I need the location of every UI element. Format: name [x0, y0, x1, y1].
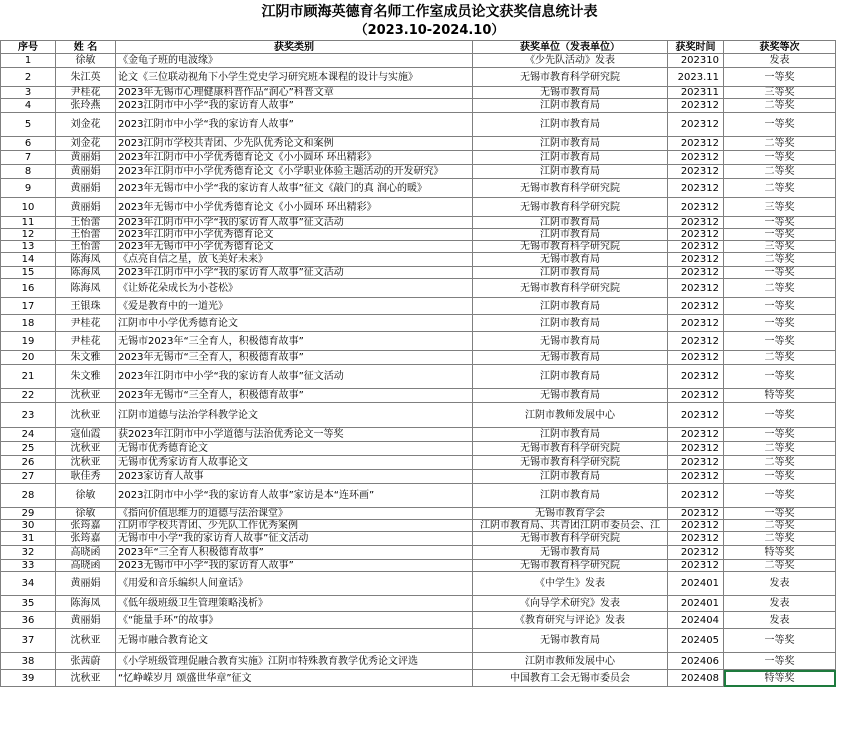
seq-cell[interactable]: 29 — [1, 508, 56, 520]
level-cell[interactable]: 一等奖 — [724, 68, 836, 87]
level-cell[interactable]: 一等奖 — [724, 113, 836, 137]
table-row — [1, 113, 836, 137]
level-cell[interactable]: 一等奖 — [724, 151, 836, 165]
level-cell[interactable]: 一等奖 — [724, 484, 836, 508]
unit-cell[interactable]: 江阴市教育局、共青团江阴市委员会、江 — [473, 520, 668, 532]
unit-cell[interactable]: 无锡市教育局 — [473, 546, 668, 560]
name-cell[interactable]: 陈海凤 — [56, 267, 116, 279]
time-cell[interactable]: 202312 — [668, 217, 724, 229]
level-cell[interactable]: 二等奖 — [724, 137, 836, 151]
seq-cell[interactable]: 15 — [1, 267, 56, 279]
level-cell[interactable]: 一等奖 — [724, 315, 836, 332]
category-cell[interactable]: 江阴市学校共青团、少先队工作优秀案例 — [116, 520, 473, 532]
header-level[interactable]: 获奖等次 — [724, 41, 836, 54]
unit-cell[interactable]: 无锡市教育局 — [473, 253, 668, 267]
seq-cell[interactable]: 28 — [1, 484, 56, 508]
name-cell[interactable]: 张筠嘉 — [56, 532, 116, 546]
category-cell[interactable]: 论文《三位联动视角下小学生党史学习研究班本课程的设计与实施》 — [116, 68, 473, 87]
time-cell[interactable]: 202312 — [668, 456, 724, 470]
name-cell[interactable]: 王怡蕾 — [56, 229, 116, 241]
name-cell[interactable]: 王银珠 — [56, 298, 116, 315]
table-row — [1, 508, 836, 520]
category-cell[interactable]: 2023年无锡市“三全育人，积极德育故事” — [116, 389, 473, 403]
category-cell[interactable]: 2023无锡市中小学“我的家访育人故事” — [116, 560, 473, 572]
category-cell[interactable]: 无锡市中小学“我的家访育人故事”征文活动 — [116, 532, 473, 546]
name-cell[interactable]: 朱文雅 — [56, 365, 116, 389]
seq-cell[interactable]: 37 — [1, 629, 56, 653]
name-cell[interactable]: 高晓函 — [56, 560, 116, 572]
category-cell[interactable]: 2023家访育人故事 — [116, 470, 473, 484]
category-cell[interactable]: 2023年江阴市中小学“我的家访育人故事”征文活动 — [116, 217, 473, 229]
level-cell[interactable]: 二等奖 — [724, 351, 836, 365]
category-cell[interactable]: 无锡市优秀德育论文 — [116, 442, 473, 456]
name-cell[interactable]: 陈海凤 — [56, 279, 116, 298]
sheet-title: 江阴市顾海英德育名师工作室成员论文获奖信息统计表 — [261, 4, 598, 20]
category-cell[interactable]: 2023年无锡市中小学“我的家访育人故事”征文《敲门的真 润心的暖》 — [116, 179, 473, 198]
seq-cell[interactable]: 1 — [1, 54, 56, 68]
seq-cell[interactable]: 19 — [1, 332, 56, 351]
time-cell[interactable]: 202312 — [668, 241, 724, 253]
level-cell[interactable]: 三等奖 — [724, 241, 836, 253]
category-cell[interactable]: 2023江阴市中小学“我的家访育人故事” — [116, 99, 473, 113]
name-cell[interactable]: 耿佳秀 — [56, 470, 116, 484]
time-cell[interactable]: 202312 — [668, 113, 724, 137]
time-cell[interactable]: 202311 — [668, 87, 724, 99]
unit-cell[interactable]: 江阴市教育局 — [473, 217, 668, 229]
table-row — [1, 315, 836, 332]
unit-cell[interactable]: 中国教育工会无锡市委员会 — [473, 670, 668, 687]
table-row — [1, 596, 836, 612]
name-cell[interactable]: 沈秋亚 — [56, 442, 116, 456]
unit-cell[interactable]: 江阴市教育局 — [473, 151, 668, 165]
unit-cell[interactable]: 无锡市教育局 — [473, 389, 668, 403]
seq-cell[interactable]: 3 — [1, 87, 56, 99]
category-cell[interactable]: “忆峥嵘岁月 颂盛世华章”征文 — [116, 670, 473, 687]
table-row — [1, 546, 836, 560]
seq-cell[interactable]: 9 — [1, 179, 56, 198]
time-cell[interactable]: 202401 — [668, 596, 724, 612]
time-cell[interactable]: 202408 — [668, 670, 724, 687]
unit-cell[interactable]: 江阴市教育局 — [473, 365, 668, 389]
unit-cell[interactable]: 无锡市教育局 — [473, 351, 668, 365]
table-row — [1, 253, 836, 267]
level-cell[interactable]: 二等奖 — [724, 165, 836, 179]
table-row — [1, 351, 836, 365]
level-cell[interactable]: 一等奖 — [724, 298, 836, 315]
unit-cell[interactable]: 无锡市教育科学研究院 — [473, 179, 668, 198]
level-cell[interactable]: 三等奖 — [724, 198, 836, 217]
name-cell[interactable]: 陈海凤 — [56, 253, 116, 267]
level-cell[interactable]: 一等奖 — [724, 365, 836, 389]
seq-cell[interactable]: 10 — [1, 198, 56, 217]
table-row — [1, 484, 836, 508]
unit-cell[interactable]: 无锡市教育局 — [473, 332, 668, 351]
category-cell[interactable]: 《“能量手环”的故事》 — [116, 612, 473, 629]
name-cell[interactable]: 徐敏 — [56, 508, 116, 520]
table-row — [1, 653, 836, 670]
level-cell[interactable]: 一等奖 — [724, 508, 836, 520]
seq-cell[interactable]: 32 — [1, 546, 56, 560]
unit-cell[interactable]: 无锡市教育学会 — [473, 508, 668, 520]
time-cell[interactable]: 202312 — [668, 229, 724, 241]
name-cell[interactable]: 黄丽娟 — [56, 165, 116, 179]
table-row — [1, 267, 836, 279]
level-cell[interactable]: 二等奖 — [724, 279, 836, 298]
name-cell[interactable]: 张筠嘉 — [56, 520, 116, 532]
category-cell[interactable]: 《低年级班级卫生管理策略浅析》 — [116, 596, 473, 612]
time-cell[interactable]: 202312 — [668, 484, 724, 508]
time-cell[interactable]: 202312 — [668, 560, 724, 572]
table-row — [1, 179, 836, 198]
seq-cell[interactable]: 36 — [1, 612, 56, 629]
level-cell[interactable]: 二等奖 — [724, 179, 836, 198]
seq-cell[interactable]: 24 — [1, 428, 56, 442]
level-cell[interactable]: 发表 — [724, 596, 836, 612]
seq-cell[interactable]: 34 — [1, 572, 56, 596]
name-cell[interactable]: 朱江英 — [56, 68, 116, 87]
time-cell[interactable]: 202312 — [668, 351, 724, 365]
unit-cell[interactable]: 江阴市教育局 — [473, 99, 668, 113]
name-cell[interactable]: 黄丽娟 — [56, 151, 116, 165]
seq-cell[interactable]: 39 — [1, 670, 56, 687]
table-row — [1, 151, 836, 165]
unit-cell[interactable]: 江阴市教师发展中心 — [473, 653, 668, 670]
table-row — [1, 470, 836, 484]
name-cell[interactable]: 黄丽娟 — [56, 198, 116, 217]
unit-cell[interactable]: 江阴市教师发展中心 — [473, 403, 668, 428]
time-cell[interactable]: 202312 — [668, 137, 724, 151]
sheet-subtitle: （2023.10-2024.10） — [354, 23, 505, 38]
seq-cell[interactable]: 33 — [1, 560, 56, 572]
level-cell[interactable]: 二等奖 — [724, 520, 836, 532]
table-row — [1, 137, 836, 151]
level-cell[interactable]: 二等奖 — [724, 442, 836, 456]
level-cell[interactable]: 特等奖 — [724, 670, 836, 687]
seq-cell[interactable]: 11 — [1, 217, 56, 229]
time-cell[interactable]: 202312 — [668, 253, 724, 267]
name-cell[interactable]: 黄丽娟 — [56, 612, 116, 629]
level-cell[interactable]: 一等奖 — [724, 470, 836, 484]
category-cell[interactable]: 无锡市2023年“三全育人，积极德育故事” — [116, 332, 473, 351]
seq-cell[interactable]: 12 — [1, 229, 56, 241]
level-cell[interactable]: 一等奖 — [724, 229, 836, 241]
table-row — [1, 403, 836, 428]
unit-cell[interactable]: 《中学生》发表 — [473, 572, 668, 596]
name-cell[interactable]: 沈秋亚 — [56, 389, 116, 403]
level-cell[interactable]: 一等奖 — [724, 428, 836, 442]
level-cell[interactable]: 发表 — [724, 612, 836, 629]
name-cell[interactable]: 刘金花 — [56, 113, 116, 137]
time-cell[interactable]: 202312 — [668, 389, 724, 403]
name-cell[interactable]: 黄丽娟 — [56, 179, 116, 198]
unit-cell[interactable]: 江阴市教育局 — [473, 113, 668, 137]
level-cell[interactable]: 二等奖 — [724, 560, 836, 572]
level-cell[interactable]: 一等奖 — [724, 217, 836, 229]
table-row — [1, 520, 836, 532]
seq-cell[interactable]: 22 — [1, 389, 56, 403]
table-row — [1, 165, 836, 179]
header-name[interactable]: 姓 名 — [56, 41, 116, 54]
category-cell[interactable]: 《小学班级管理促融合教育实施》江阴市特殊教育教学优秀论文评选 — [116, 653, 473, 670]
seq-cell[interactable]: 14 — [1, 253, 56, 267]
unit-cell[interactable]: 江阴市教育局 — [473, 267, 668, 279]
category-cell[interactable]: 无锡市融合教育论文 — [116, 629, 473, 653]
level-cell[interactable]: 一等奖 — [724, 653, 836, 670]
unit-cell[interactable]: 无锡市教育科学研究院 — [473, 456, 668, 470]
category-cell[interactable]: 2023江阴市中小学“我的家访育人故事”家访是本“连环画” — [116, 484, 473, 508]
name-cell[interactable]: 尹桂花 — [56, 315, 116, 332]
category-cell[interactable]: 《让娇花朵成长为小苍松》 — [116, 279, 473, 298]
time-cell[interactable]: 202312 — [668, 470, 724, 484]
level-cell[interactable]: 一等奖 — [724, 403, 836, 428]
seq-cell[interactable]: 38 — [1, 653, 56, 670]
name-cell[interactable]: 沈秋亚 — [56, 670, 116, 687]
table-row — [1, 572, 836, 596]
category-cell[interactable]: 2023年江阴市中小学“我的家访育人故事”征文活动 — [116, 267, 473, 279]
name-cell[interactable]: 张茜蔚 — [56, 653, 116, 670]
header-seq[interactable]: 序号 — [1, 41, 56, 54]
time-cell[interactable]: 202406 — [668, 653, 724, 670]
category-cell[interactable]: 《用爱和音乐编织人间童话》 — [116, 572, 473, 596]
time-cell[interactable]: 202312 — [668, 298, 724, 315]
category-cell[interactable]: 2023年无锡市“三全育人，积极德育故事” — [116, 351, 473, 365]
unit-cell[interactable]: 《教育研究与评论》发表 — [473, 612, 668, 629]
table-row — [1, 54, 836, 68]
unit-cell[interactable]: 无锡市教育科学研究院 — [473, 532, 668, 546]
seq-cell[interactable]: 23 — [1, 403, 56, 428]
table-row — [1, 68, 836, 87]
seq-cell[interactable]: 20 — [1, 351, 56, 365]
name-cell[interactable]: 朱文雅 — [56, 351, 116, 365]
level-cell[interactable]: 发表 — [724, 572, 836, 596]
name-cell[interactable]: 王怡蕾 — [56, 217, 116, 229]
seq-cell[interactable]: 18 — [1, 315, 56, 332]
time-cell[interactable]: 202312 — [668, 198, 724, 217]
table-row — [1, 365, 836, 389]
table-row — [1, 99, 836, 113]
level-cell[interactable]: 一等奖 — [724, 332, 836, 351]
seq-cell[interactable]: 27 — [1, 470, 56, 484]
unit-cell[interactable]: 江阴市教育局 — [473, 428, 668, 442]
name-cell[interactable]: 徐敏 — [56, 54, 116, 68]
table-row — [1, 560, 836, 572]
name-cell[interactable]: 王怡蕾 — [56, 241, 116, 253]
level-cell[interactable]: 特等奖 — [724, 389, 836, 403]
time-cell[interactable]: 202401 — [668, 572, 724, 596]
table-row — [1, 229, 836, 241]
category-cell[interactable]: 《爱是教育中的一道光》 — [116, 298, 473, 315]
unit-cell[interactable]: 无锡市教育科学研究院 — [473, 442, 668, 456]
category-cell[interactable]: 2023年江阴市中小学优秀德育论文《小学职业体验主题活动的开发研究》 — [116, 165, 473, 179]
header-time[interactable]: 获奖时间 — [668, 41, 724, 54]
unit-cell[interactable]: 《向导学术研究》发表 — [473, 596, 668, 612]
time-cell[interactable]: 202312 — [668, 151, 724, 165]
time-cell[interactable]: 202312 — [668, 428, 724, 442]
seq-cell[interactable]: 7 — [1, 151, 56, 165]
unit-cell[interactable]: 无锡市教育科学研究院 — [473, 198, 668, 217]
table-row — [1, 456, 836, 470]
name-cell[interactable]: 徐敏 — [56, 484, 116, 508]
seq-cell[interactable]: 31 — [1, 532, 56, 546]
unit-cell[interactable]: 江阴市教育局 — [473, 137, 668, 151]
unit-cell[interactable]: 江阴市教育局 — [473, 229, 668, 241]
seq-cell[interactable]: 4 — [1, 99, 56, 113]
name-cell[interactable]: 寇仙霞 — [56, 428, 116, 442]
time-cell[interactable]: 202312 — [668, 520, 724, 532]
table-row — [1, 532, 836, 546]
table-row — [1, 612, 836, 629]
time-cell[interactable]: 202312 — [668, 267, 724, 279]
level-cell[interactable]: 特等奖 — [724, 546, 836, 560]
time-cell[interactable]: 202405 — [668, 629, 724, 653]
time-cell[interactable]: 2023.11 — [668, 68, 724, 87]
time-cell[interactable]: 202312 — [668, 279, 724, 298]
unit-cell[interactable]: 江阴市教育局 — [473, 165, 668, 179]
name-cell[interactable]: 刘金花 — [56, 137, 116, 151]
name-cell[interactable]: 张玲燕 — [56, 99, 116, 113]
table-row — [1, 332, 836, 351]
name-cell[interactable]: 沈秋亚 — [56, 456, 116, 470]
level-cell[interactable]: 一等奖 — [724, 629, 836, 653]
name-cell[interactable]: 黄丽娟 — [56, 572, 116, 596]
awards-table — [0, 40, 836, 687]
category-cell[interactable]: 《金龟子班的电波缘》 — [116, 54, 473, 68]
name-cell[interactable]: 高晓函 — [56, 546, 116, 560]
table-row — [1, 428, 836, 442]
name-cell[interactable]: 沈秋亚 — [56, 629, 116, 653]
category-cell[interactable]: 2023年江阴市中小学“我的家访育人故事”征文活动 — [116, 365, 473, 389]
level-cell[interactable]: 发表 — [724, 54, 836, 68]
seq-cell[interactable]: 21 — [1, 365, 56, 389]
unit-cell[interactable]: 无锡市教育局 — [473, 87, 668, 99]
level-cell[interactable]: 一等奖 — [724, 267, 836, 279]
category-cell[interactable]: 2023年江阴市中小学优秀德育论文《小小圆环 环出精彩》 — [116, 151, 473, 165]
time-cell[interactable]: 202312 — [668, 99, 724, 113]
name-cell[interactable]: 尹桂花 — [56, 87, 116, 99]
time-cell[interactable]: 202312 — [668, 165, 724, 179]
category-cell[interactable]: 江阴市道德与法治学科教学论文 — [116, 403, 473, 428]
category-cell[interactable]: 2023年“三全育人积极德育故事” — [116, 546, 473, 560]
name-cell[interactable]: 陈海凤 — [56, 596, 116, 612]
unit-cell[interactable]: 江阴市教育局 — [473, 470, 668, 484]
unit-cell[interactable]: 江阴市教育局 — [473, 484, 668, 508]
unit-cell[interactable]: 江阴市教育局 — [473, 315, 668, 332]
time-cell[interactable]: 202312 — [668, 365, 724, 389]
seq-cell[interactable]: 6 — [1, 137, 56, 151]
category-cell[interactable]: 江阴市中小学优秀德育论文 — [116, 315, 473, 332]
name-cell[interactable]: 沈秋亚 — [56, 403, 116, 428]
header-row — [1, 41, 836, 54]
seq-cell[interactable]: 8 — [1, 165, 56, 179]
unit-cell[interactable]: 无锡市教育科学研究院 — [473, 560, 668, 572]
table-row — [1, 217, 836, 229]
unit-cell[interactable]: 无锡市教育局 — [473, 629, 668, 653]
category-cell[interactable]: 2023江阴市中小学“我的家访育人故事” — [116, 113, 473, 137]
table-row — [1, 670, 836, 687]
time-cell[interactable]: 202404 — [668, 612, 724, 629]
level-cell[interactable]: 二等奖 — [724, 99, 836, 113]
category-cell[interactable]: 2023年无锡市心理健康科普作品“润心”科普文章 — [116, 87, 473, 99]
name-cell[interactable]: 尹桂花 — [56, 332, 116, 351]
table-row — [1, 279, 836, 298]
time-cell[interactable]: 202312 — [668, 508, 724, 520]
category-cell[interactable]: 《点亮自信之星，放飞美好未来》 — [116, 253, 473, 267]
time-cell[interactable]: 202312 — [668, 403, 724, 428]
table-row — [1, 241, 836, 253]
level-cell[interactable]: 二等奖 — [724, 253, 836, 267]
time-cell[interactable]: 202312 — [668, 315, 724, 332]
seq-cell[interactable]: 35 — [1, 596, 56, 612]
table-row — [1, 198, 836, 217]
time-cell[interactable]: 202312 — [668, 442, 724, 456]
unit-cell[interactable]: 无锡市教育科学研究院 — [473, 279, 668, 298]
seq-cell[interactable]: 5 — [1, 113, 56, 137]
category-cell[interactable]: 2023年无锡市中小学优秀德育论文 — [116, 241, 473, 253]
level-cell[interactable]: 二等奖 — [724, 456, 836, 470]
category-cell[interactable]: 《指向价值思维力的道德与法治课堂》 — [116, 508, 473, 520]
seq-cell[interactable]: 16 — [1, 279, 56, 298]
time-cell[interactable]: 202310 — [668, 54, 724, 68]
unit-cell[interactable]: 《少先队活动》发表 — [473, 54, 668, 68]
seq-cell[interactable]: 2 — [1, 68, 56, 87]
unit-cell[interactable]: 无锡市教育科学研究院 — [473, 241, 668, 253]
category-cell[interactable]: 2023年无锡市中小学优秀德育论文《小小圆环 环出精彩》 — [116, 198, 473, 217]
level-cell[interactable]: 二等奖 — [724, 532, 836, 546]
time-cell[interactable]: 202312 — [668, 546, 724, 560]
time-cell[interactable]: 202312 — [668, 532, 724, 546]
category-cell[interactable]: 无锡市优秀家访育人故事论文 — [116, 456, 473, 470]
table-row — [1, 629, 836, 653]
header-category[interactable]: 获奖类别 — [116, 41, 473, 54]
unit-cell[interactable]: 江阴市教育局 — [473, 298, 668, 315]
time-cell[interactable]: 202312 — [668, 179, 724, 198]
table-row — [1, 87, 836, 99]
header-unit[interactable]: 获奖单位（发表单位） — [473, 41, 668, 54]
table-row — [1, 389, 836, 403]
seq-cell[interactable]: 30 — [1, 520, 56, 532]
level-cell[interactable]: 三等奖 — [724, 87, 836, 99]
category-cell[interactable]: 获2023年江阴市中小学道德与法治优秀论文一等奖 — [116, 428, 473, 442]
category-cell[interactable]: 2023江阴市学校共青团、少先队优秀论文和案例 — [116, 137, 473, 151]
seq-cell[interactable]: 26 — [1, 456, 56, 470]
unit-cell[interactable]: 无锡市教育科学研究院 — [473, 68, 668, 87]
seq-cell[interactable]: 13 — [1, 241, 56, 253]
seq-cell[interactable]: 25 — [1, 442, 56, 456]
table-body — [1, 54, 836, 687]
seq-cell[interactable]: 17 — [1, 298, 56, 315]
table-row — [1, 298, 836, 315]
table-row — [1, 442, 836, 456]
category-cell[interactable]: 2023年江阴市中小学优秀德育论文 — [116, 229, 473, 241]
time-cell[interactable]: 202312 — [668, 332, 724, 351]
